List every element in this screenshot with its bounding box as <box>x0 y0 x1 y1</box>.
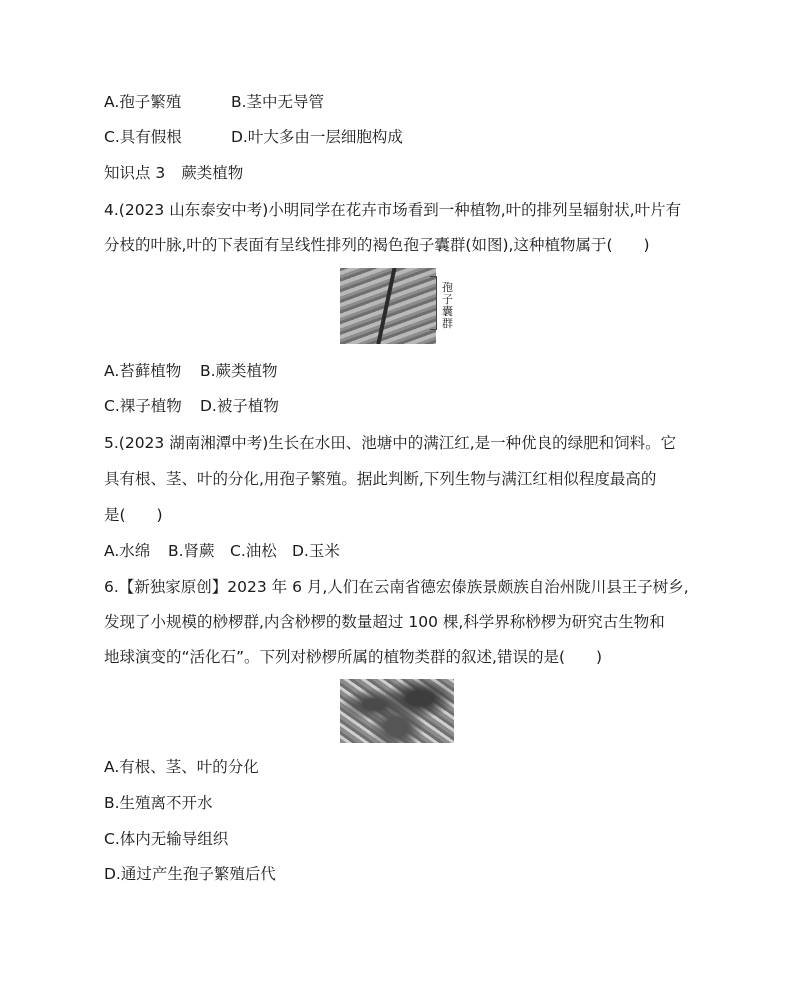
q4-options-row-1 <box>104 361 278 381</box>
q6-option-b: B.生殖离不开水 <box>104 794 213 812</box>
q5-options <box>104 541 340 561</box>
q5-option-c: C.油松 <box>230 542 277 560</box>
q5-stem-line-1: 5.(2023 湖南湘潭中考)生长在水田、池塘中的满江红,是一种优良的绿肥和饲料。它 <box>104 434 677 452</box>
q4-stem-line-2: 分枝的叶脉,叶的下表面有呈线性排列的褐色孢子囊群(如图),这种植物属于( ) <box>104 236 650 254</box>
q5-stem-line-3: 是( ) <box>104 506 163 524</box>
section-title: 蕨类植物 <box>181 164 244 182</box>
q6-option-d: D.通过产生孢子繁殖后代 <box>104 865 276 883</box>
q4-option-d: D.被子植物 <box>200 397 279 415</box>
figure-bracket <box>430 276 437 330</box>
section-label: 知识点 3 <box>104 164 166 182</box>
q6-stem-line-3: 地球演变的“活化石”。下列对桫椤所属的植物类群的叙述,错误的是( ) <box>104 648 603 666</box>
q4-option-c: C.裸子植物 <box>104 397 182 415</box>
q6-stem-line-1: 6.【新独家原创】2023 年 6 月,人们在云南省德宏傣族景颇族自治州陇川县王子树乡, <box>104 578 689 596</box>
q3-option-d: D.叶大多由一层细胞构成 <box>231 128 403 146</box>
q4-option-a: A.苔藓植物 <box>104 362 182 380</box>
q3-options-row-2 <box>104 127 403 147</box>
q5-option-a: A.水绵 <box>104 542 151 560</box>
q3-option-c: C.具有假根 <box>104 128 182 146</box>
q3-option-b: B.茎中无导管 <box>231 93 325 111</box>
q4-options-row-2 <box>104 396 279 416</box>
q4-stem-line-1: 4.(2023 山东泰安中考)小明同学在花卉市场看到一种植物,叶的排列呈辐射状,叶片有 <box>104 201 682 219</box>
tree-fern-photo <box>340 679 454 743</box>
q5-option-b: B.肾蕨 <box>168 542 215 560</box>
sporangia-label: 孢子囊群 <box>442 281 453 330</box>
q5-stem-line-2: 具有根、茎、叶的分化,用孢子繁殖。据此判断,下列生物与满江红相似程度最高的 <box>104 470 657 488</box>
q5-option-d: D.玉米 <box>292 542 340 560</box>
section-heading <box>104 163 243 183</box>
q3-option-a: A.孢子繁殖 <box>104 93 182 111</box>
q3-options-row-1 <box>104 92 324 112</box>
q6-stem-line-2: 发现了小规模的桫椤群,内含桫椤的数量超过 100 棵,科学界称桫椤为研究古生物和 <box>104 613 665 631</box>
q4-option-b: B.蕨类植物 <box>200 362 278 380</box>
fern-leaf-figure <box>340 268 457 344</box>
q6-option-c: C.体内无输导组织 <box>104 830 229 848</box>
q6-option-a: A.有根、茎、叶的分化 <box>104 758 259 776</box>
